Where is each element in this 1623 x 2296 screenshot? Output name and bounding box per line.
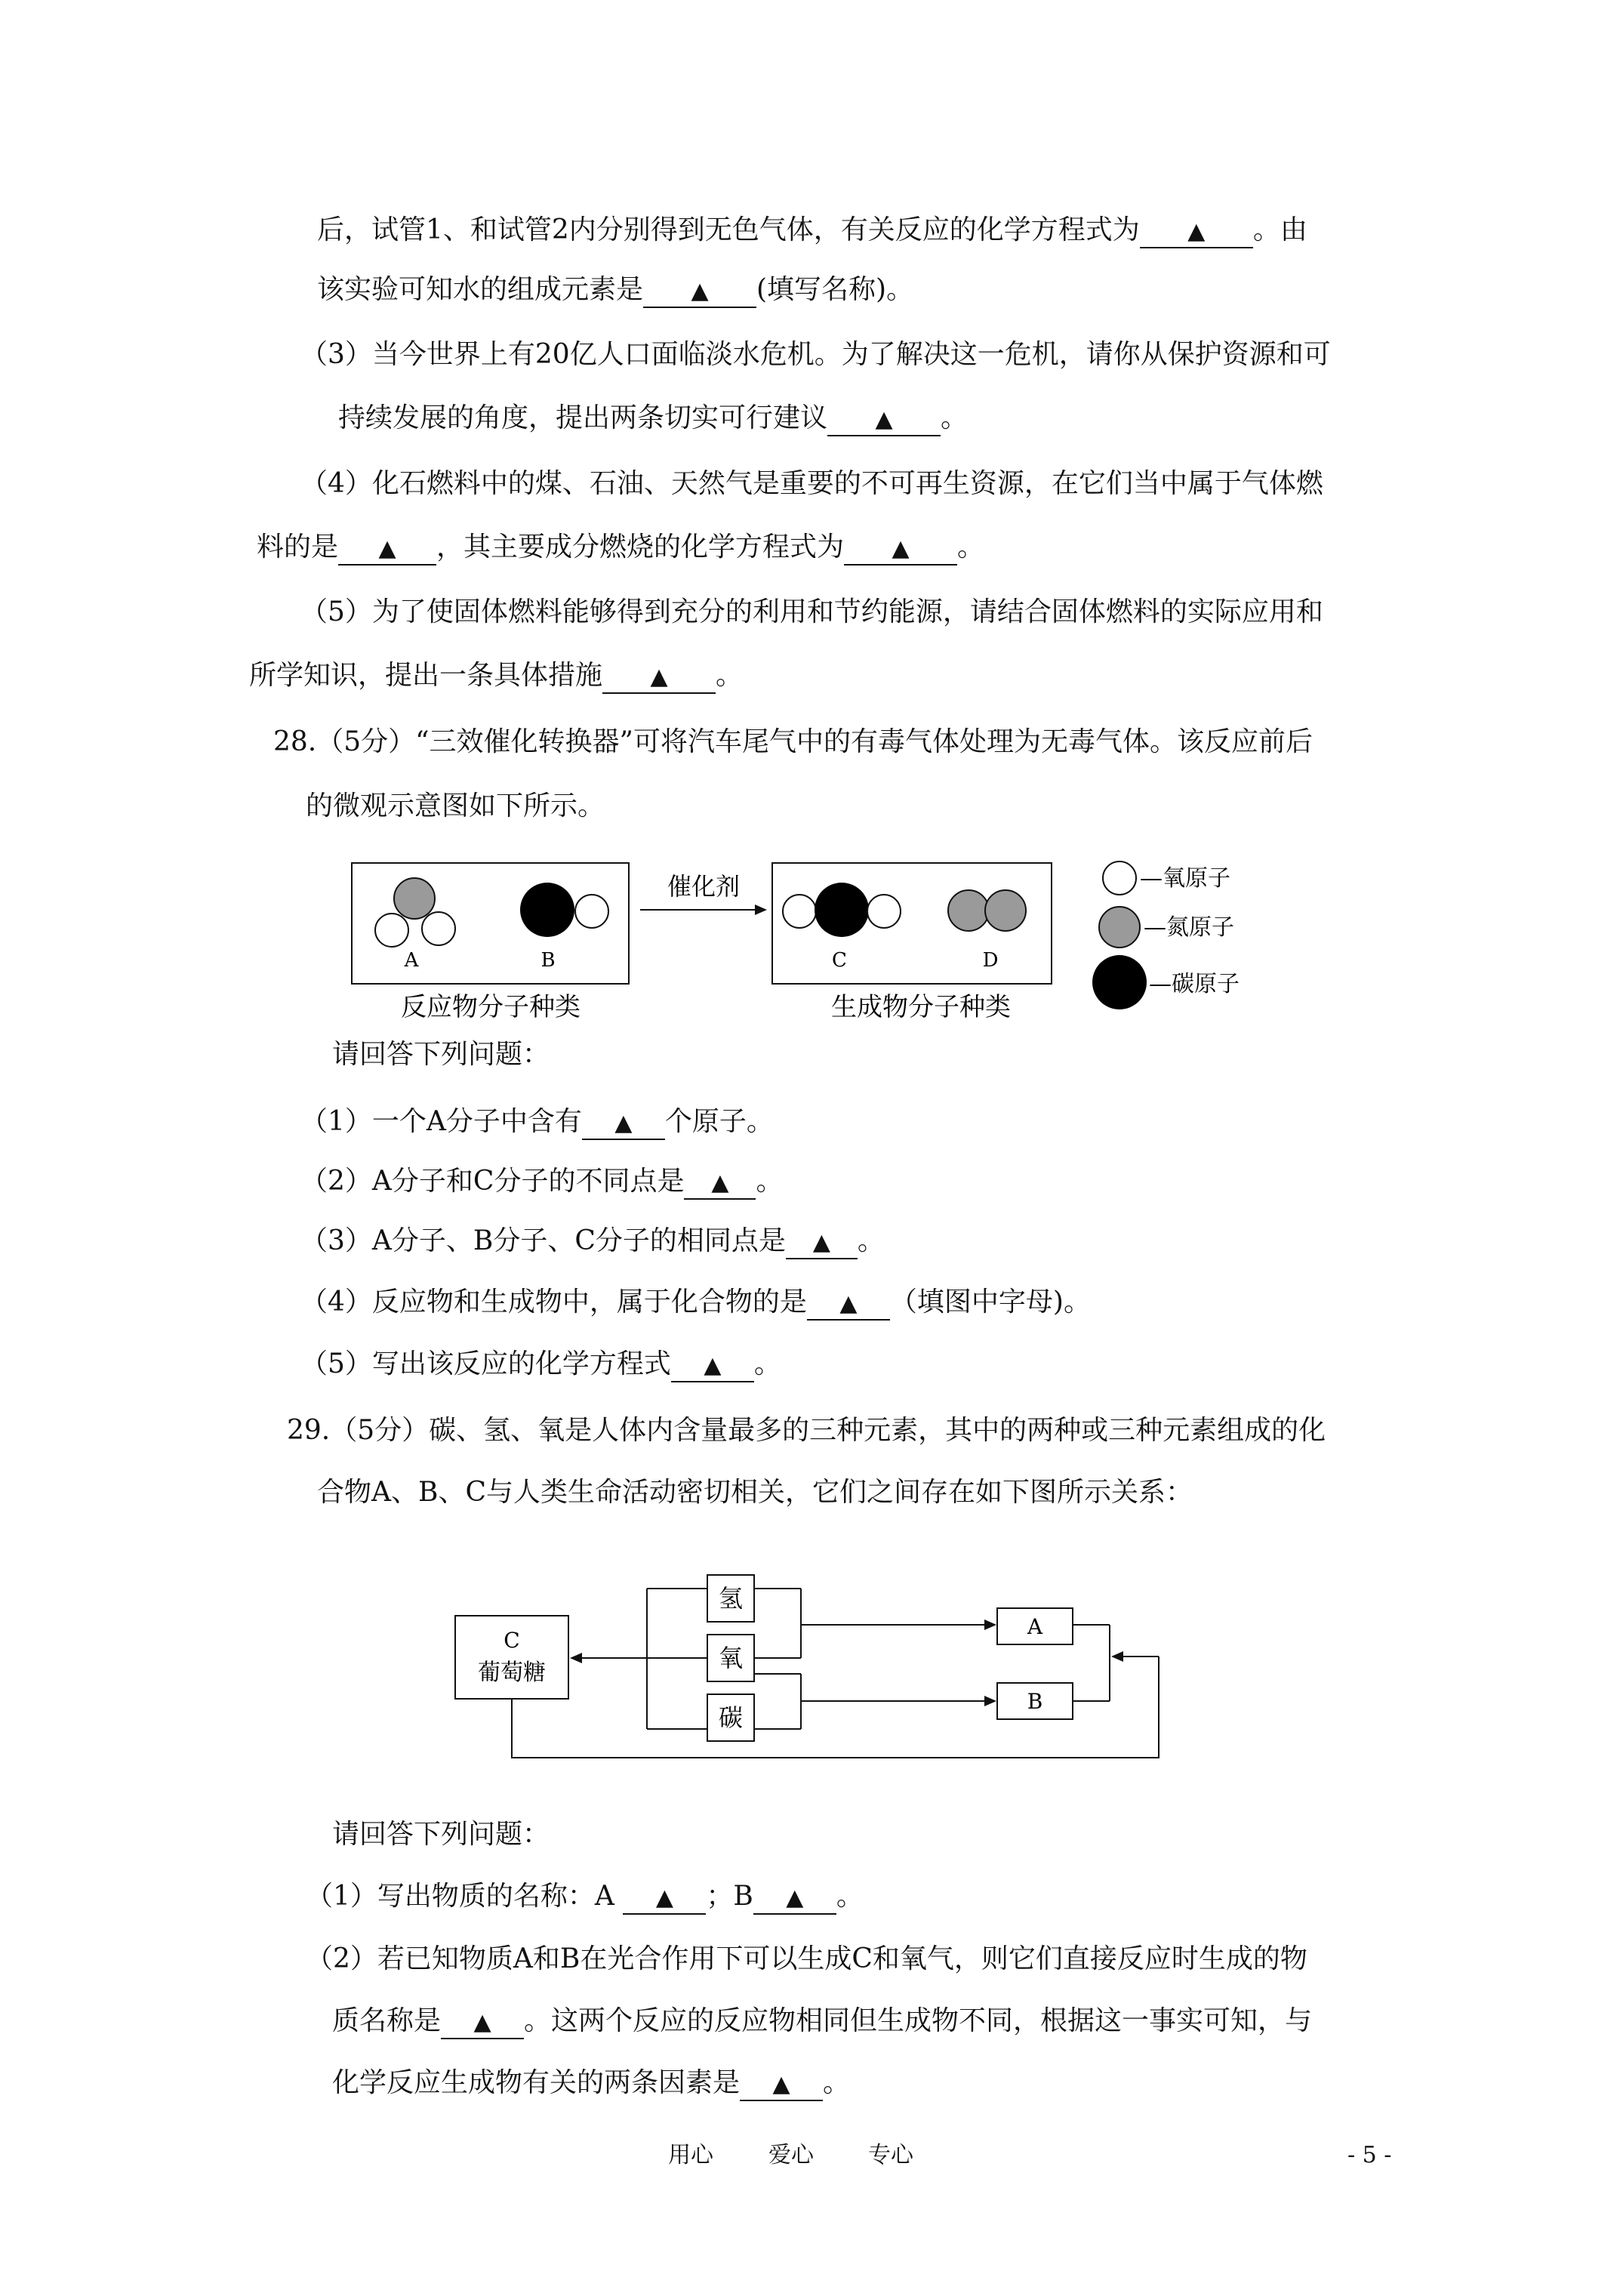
answer-blank[interactable] (671, 1349, 754, 1382)
arrow-head-icon (984, 1696, 996, 1706)
q29-stem-text: 29.（5分）碳、氢、氧是人体内含量最多的三种元素，其中的两种或三种元素组成的化 (287, 1415, 1326, 1446)
molecule-b-label: B (540, 949, 556, 972)
oxygen-atom-icon (783, 895, 816, 928)
q29-sub2-line3 (332, 2066, 850, 2101)
legend-nitrogen-label: —氮原子 (1144, 914, 1234, 941)
q27-part5-text: 。 (716, 660, 744, 691)
q29-sub2-text: 化学反应生成物有关的两条因素是 (332, 2067, 741, 2098)
answer-blank[interactable] (844, 532, 957, 566)
answer-blank[interactable] (441, 2006, 524, 2039)
q28-sub1-text: 个原子。 (664, 1106, 774, 1137)
q28-sub3-text: （3）A分子、B分子、C分子的相同点是 (300, 1225, 786, 1256)
answer-marker-icon: ▲ (378, 535, 396, 562)
q29-sub2-line1 (306, 1943, 1307, 1976)
molecule-c-label: C (832, 949, 847, 972)
legend-nitrogen-icon (1099, 907, 1140, 948)
q28-sub4-text: （填图中字母)。 (889, 1287, 1091, 1318)
answer-marker-icon: ▲ (614, 1110, 633, 1136)
carbon-atom-icon (815, 883, 869, 937)
q28-sub4 (300, 1286, 1091, 1321)
answer-blank[interactable] (684, 1166, 756, 1200)
q29-relation-diagram (449, 1563, 1174, 1774)
answer-marker-icon: ▲ (786, 1885, 804, 1911)
answer-blank[interactable] (786, 1226, 858, 1259)
q29-stem-line2 (317, 1476, 1193, 1509)
carbon-atom-icon (520, 883, 574, 937)
q28-sub5-text: 。 (753, 1348, 781, 1379)
carbon-label: 碳 (718, 1703, 744, 1732)
answer-marker-icon: ▲ (875, 406, 893, 433)
q29-sub2-text: （2）若已知物质A和B在光合作用下可以生成C和氧气，则它们直接反应时生成的物 (306, 1943, 1307, 1974)
q28-sub1-text: （1）一个A分子中含有 (300, 1106, 582, 1137)
q27-cont-text: 该实验可知水的组成元素是 (317, 274, 644, 305)
answer-marker-icon: ▲ (704, 1352, 722, 1379)
answer-blank[interactable] (753, 1881, 836, 1915)
nitrogen-atom-icon (394, 878, 435, 919)
nitrogen-atom-icon (948, 890, 989, 931)
q27-part4-line2 (257, 531, 984, 566)
page-number: - 5 - (1347, 2142, 1392, 2168)
q27-cont-line2 (317, 273, 913, 308)
substance-a-label: A (1027, 1614, 1043, 1639)
q28-stem-line1 (273, 726, 1313, 759)
glucose-c-label: C (504, 1628, 520, 1653)
answer-marker-icon: ▲ (650, 664, 668, 690)
q27-part3-line2 (338, 402, 968, 436)
answer-blank[interactable] (1140, 215, 1253, 248)
answer-marker-icon: ▲ (691, 278, 709, 304)
catalyst-label: 催化剂 (667, 872, 741, 901)
answer-marker-icon: ▲ (812, 1229, 830, 1256)
connector-line (512, 1657, 1159, 1758)
q27-part4-text: 。 (957, 532, 985, 562)
q29-prompt-text: 请回答下列问题： (332, 1819, 550, 1850)
q28-sub2-text: （2）A分子和C分子的不同点是 (300, 1166, 685, 1197)
q28-stem-text: 的微观示意图如下所示。 (306, 791, 605, 821)
answer-blank[interactable] (602, 661, 716, 694)
hydrogen-label: 氢 (718, 1584, 744, 1613)
q28-reaction-diagram (347, 849, 1313, 1031)
q27-part3-text: （3）当今世界上有20亿人口面临淡水危机。为了解决这一危机，请你从保护资源和可 (300, 339, 1331, 370)
q27-part5-text: 所学知识，提出一条具体措施 (249, 660, 603, 691)
q29-sub1-text: （1）写出物质的名称：A (306, 1881, 614, 1912)
answer-blank[interactable] (582, 1107, 665, 1140)
oxygen-atom-icon (422, 912, 455, 945)
nitrogen-atom-icon (985, 890, 1026, 931)
q28-stem-text: 28.（5分）“三效催化转换器”可将汽车尾气中的有毒气体处理为无毒气体。该反应前后 (273, 726, 1313, 757)
q29-sub1 (306, 1880, 864, 1915)
q29-sub2-text: 质名称是 (332, 2005, 442, 2036)
footer-motto-2: 爱心 (768, 2142, 814, 2168)
substance-b-label: B (1027, 1689, 1043, 1714)
q29-prompt (332, 1818, 550, 1851)
q28-sub4-text: （4）反应物和生成物中，属于化合物的是 (300, 1287, 807, 1318)
answer-blank[interactable] (643, 275, 756, 308)
molecule-a-label: A (404, 949, 419, 972)
arrow-head-icon (755, 905, 767, 915)
molecule-d-label: D (982, 949, 999, 972)
answer-blank[interactable] (827, 403, 941, 436)
footer-motto-1: 用心 (668, 2142, 713, 2168)
q27-part3-text: 。 (941, 402, 969, 433)
q28-sub3-text: 。 (857, 1225, 885, 1256)
reactant-caption: 反应物分子种类 (401, 992, 581, 1022)
q28-sub5 (300, 1348, 781, 1382)
q27-cont-line1 (317, 214, 1307, 248)
q29-stem-text: 合物A、B、C与人类生命活动密切相关，它们之间存在如下图所示关系： (317, 1477, 1193, 1508)
product-caption: 生成物分子种类 (831, 992, 1011, 1022)
answer-blank[interactable] (623, 1881, 706, 1915)
q27-cont-text: 后，试管1、和试管2内分别得到无色气体，有关反应的化学方程式为 (317, 214, 1140, 245)
q28-prompt (332, 1038, 550, 1071)
q27-cont-text: 。由 (1252, 214, 1307, 245)
answer-blank[interactable] (338, 532, 436, 566)
q28-sub3 (300, 1225, 885, 1259)
q27-part4-text: 料的是 (257, 532, 339, 562)
answer-marker-icon: ▲ (839, 1290, 858, 1317)
answer-marker-icon: ▲ (655, 1885, 673, 1911)
answer-blank[interactable] (807, 1287, 890, 1321)
q29-sub2-text: 。 (823, 2067, 851, 2098)
q28-sub2 (300, 1165, 783, 1200)
q29-sub1-text: ；B (706, 1881, 753, 1912)
answer-blank[interactable] (740, 2068, 823, 2101)
q29-sub2-text: 。这两个反应的反应物相同但生成物不同，根据这一事实可知，与 (524, 2005, 1313, 2036)
answer-marker-icon: ▲ (772, 2071, 790, 2097)
q27-cont-text: (填写名称)。 (756, 274, 914, 305)
answer-marker-icon: ▲ (711, 1170, 729, 1196)
q27-part5-line2 (249, 659, 743, 694)
glucose-name: 葡萄糖 (478, 1660, 546, 1686)
q27-part4-line1 (300, 467, 1323, 501)
q27-part5-line1 (300, 596, 1323, 629)
q28-sub5-text: （5）写出该反应的化学方程式 (300, 1348, 671, 1379)
q28-sub1 (300, 1105, 774, 1140)
legend-oxygen-icon (1103, 861, 1136, 895)
q27-part5-text: （5）为了使固体燃料能够得到充分的利用和节约能源，请结合固体燃料的实际应用和 (300, 596, 1323, 627)
oxygen-atom-icon (575, 895, 608, 928)
legend-carbon-icon (1092, 955, 1147, 1009)
q27-part3-text: 持续发展的角度，提出两条切实可行建议 (338, 402, 828, 433)
legend-carbon-label: —碳原子 (1149, 971, 1240, 997)
q27-part4-text: ，其主要成分燃烧的化学方程式为 (436, 532, 845, 562)
oxygen-atom-icon (867, 895, 901, 928)
q29-sub2-line2 (332, 2005, 1312, 2039)
arrow-head-icon (1111, 1651, 1123, 1662)
answer-marker-icon: ▲ (1187, 218, 1206, 245)
oxygen-label: 氧 (718, 1644, 744, 1672)
arrow-head-icon (570, 1653, 582, 1663)
q28-prompt-text: 请回答下列问题： (332, 1039, 550, 1070)
footer-motto-3: 专心 (868, 2142, 913, 2168)
arrow-head-icon (984, 1620, 996, 1630)
q28-sub2-text: 。 (756, 1166, 784, 1197)
answer-marker-icon: ▲ (473, 2009, 491, 2036)
oxygen-atom-icon (375, 914, 408, 947)
q27-part4-text: （4）化石燃料中的煤、石油、天然气是重要的不可再生资源，在它们当中属于气体燃 (300, 468, 1323, 499)
q29-sub1-text: 。 (836, 1881, 864, 1912)
answer-marker-icon: ▲ (892, 535, 910, 562)
q28-stem-line2 (306, 790, 605, 823)
legend-oxygen-label: —氧原子 (1140, 865, 1230, 892)
q29-stem-line1 (287, 1414, 1326, 1447)
q27-part3-line1 (300, 338, 1331, 371)
